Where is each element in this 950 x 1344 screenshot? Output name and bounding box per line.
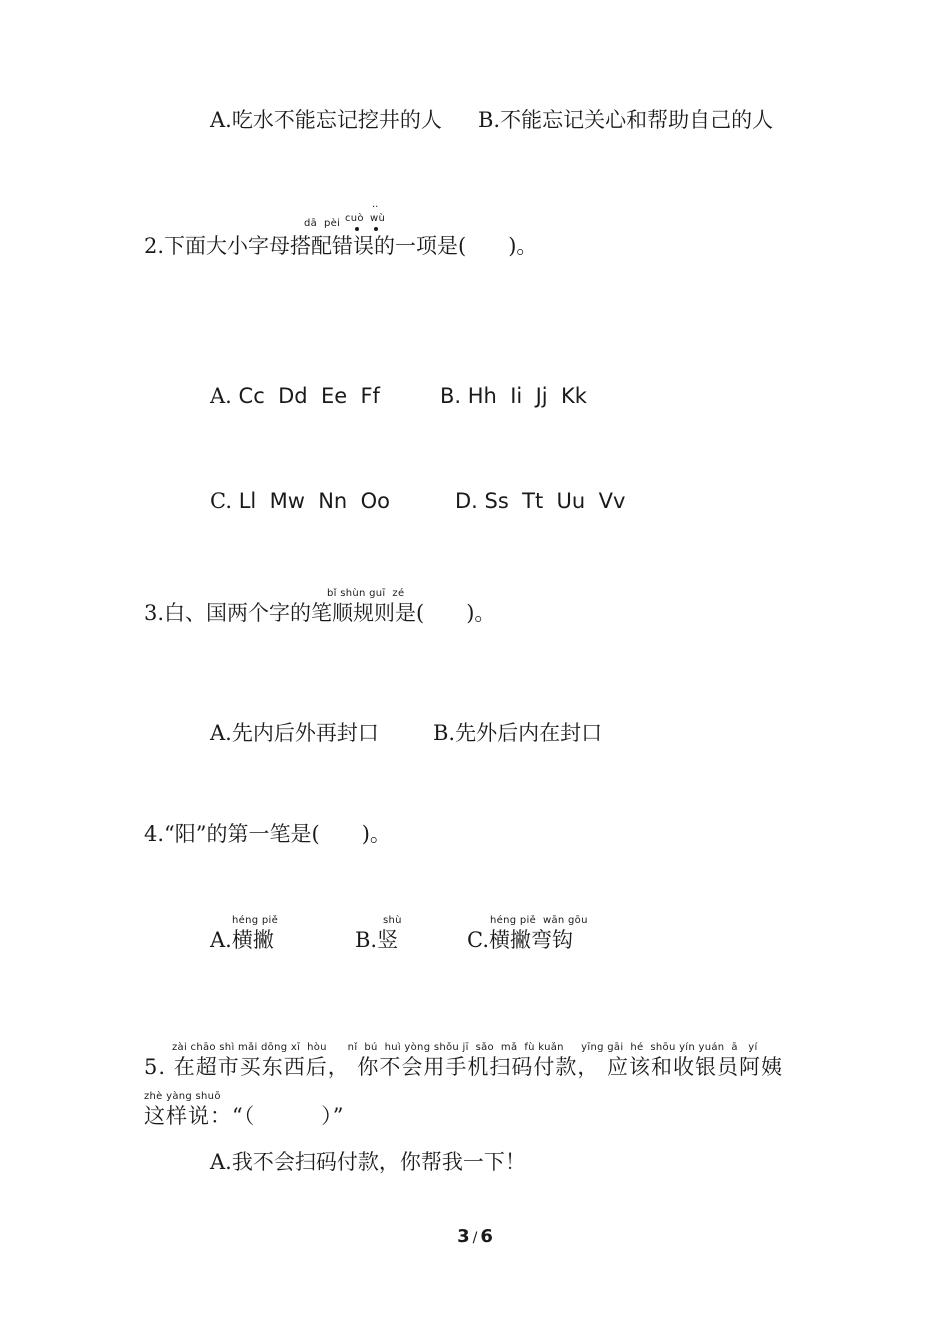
q2-option-c-label: C. (210, 489, 232, 513)
q4-question: 4.“阳”的第一笔是( )。 (144, 822, 391, 846)
q4-option-c: C.横撇弯钩 (467, 928, 573, 952)
q1-option-a: A.吃水不能忘记挖井的人 (210, 108, 442, 132)
q3-question: 3.白、国两个字的笔顺规则是( )。 (144, 601, 496, 625)
q3-option-a: A.先内后外再封口 (210, 721, 379, 745)
q3-pinyin: bǐ shùn guī zé (327, 588, 405, 599)
q4-option-a: A.横撇 (210, 928, 274, 952)
q5-option-a: A.我不会扫码付款，你帮我一下！ (210, 1150, 526, 1174)
q4-pinyin-c: héng piě wān gōu (490, 915, 588, 926)
q2-pinyin-wu: wù (370, 213, 386, 224)
q2-option-a-label: A. (210, 384, 232, 408)
page-current: 3 (457, 1226, 470, 1247)
q2-pinyin-pei: pèi (324, 218, 341, 229)
page-separator: / (472, 1230, 478, 1246)
page-number (0, 1226, 950, 1247)
q2-pinyin-cuo: cuò (345, 213, 364, 224)
q2-prefix: 2.下面大小字母 (144, 234, 291, 258)
q3-option-b: B.先外后内在封口 (433, 721, 603, 745)
q2-pinyin-da: dā (304, 218, 318, 229)
q2-option-d: D. Ss Tt Uu Vv (455, 489, 626, 513)
emphasis-dot (374, 227, 378, 231)
q2-option-c (210, 491, 390, 512)
q2-option-a (210, 386, 380, 407)
q2-option-b: B. Hh Ii Jj Kk (440, 384, 587, 408)
q5-question-line1: 5. 在超市买东西后， 你不会用手机扫码付款， 应该和收银员阿姨 (144, 1055, 784, 1079)
q4-pinyin-b: shù (383, 915, 402, 926)
q5-pinyin-line1: zài chāo shì mǎi dōng xī hòu nǐ bú huì yòng shǒu jī sǎo mǎ fù kuǎn yīng gāi hé shōu yín yuán ā yí (172, 1042, 758, 1053)
q4-pinyin-a: héng piě (232, 915, 279, 926)
q2-tone-dots: .. (372, 199, 379, 210)
q2-question (144, 236, 537, 257)
q5-question-line2: 这样说：“（ ）” (144, 1104, 345, 1128)
q2-suffix: 的一项是( )。 (374, 234, 538, 258)
emphasis-dot (355, 227, 359, 231)
page-total: 6 (480, 1226, 493, 1247)
q2-option-a-letters: Cc Dd Ee Ff (238, 384, 380, 408)
q2-option-c-letters: Ll Mw Nn Oo (238, 489, 390, 513)
q4-option-b: B.竖 (355, 928, 399, 952)
q5-pinyin-line2: zhè yàng shuō (144, 1091, 221, 1102)
q2-keyword: 搭配错误 (290, 234, 375, 258)
q1-option-b: B.不能忘记关心和帮助自己的人 (478, 108, 774, 132)
